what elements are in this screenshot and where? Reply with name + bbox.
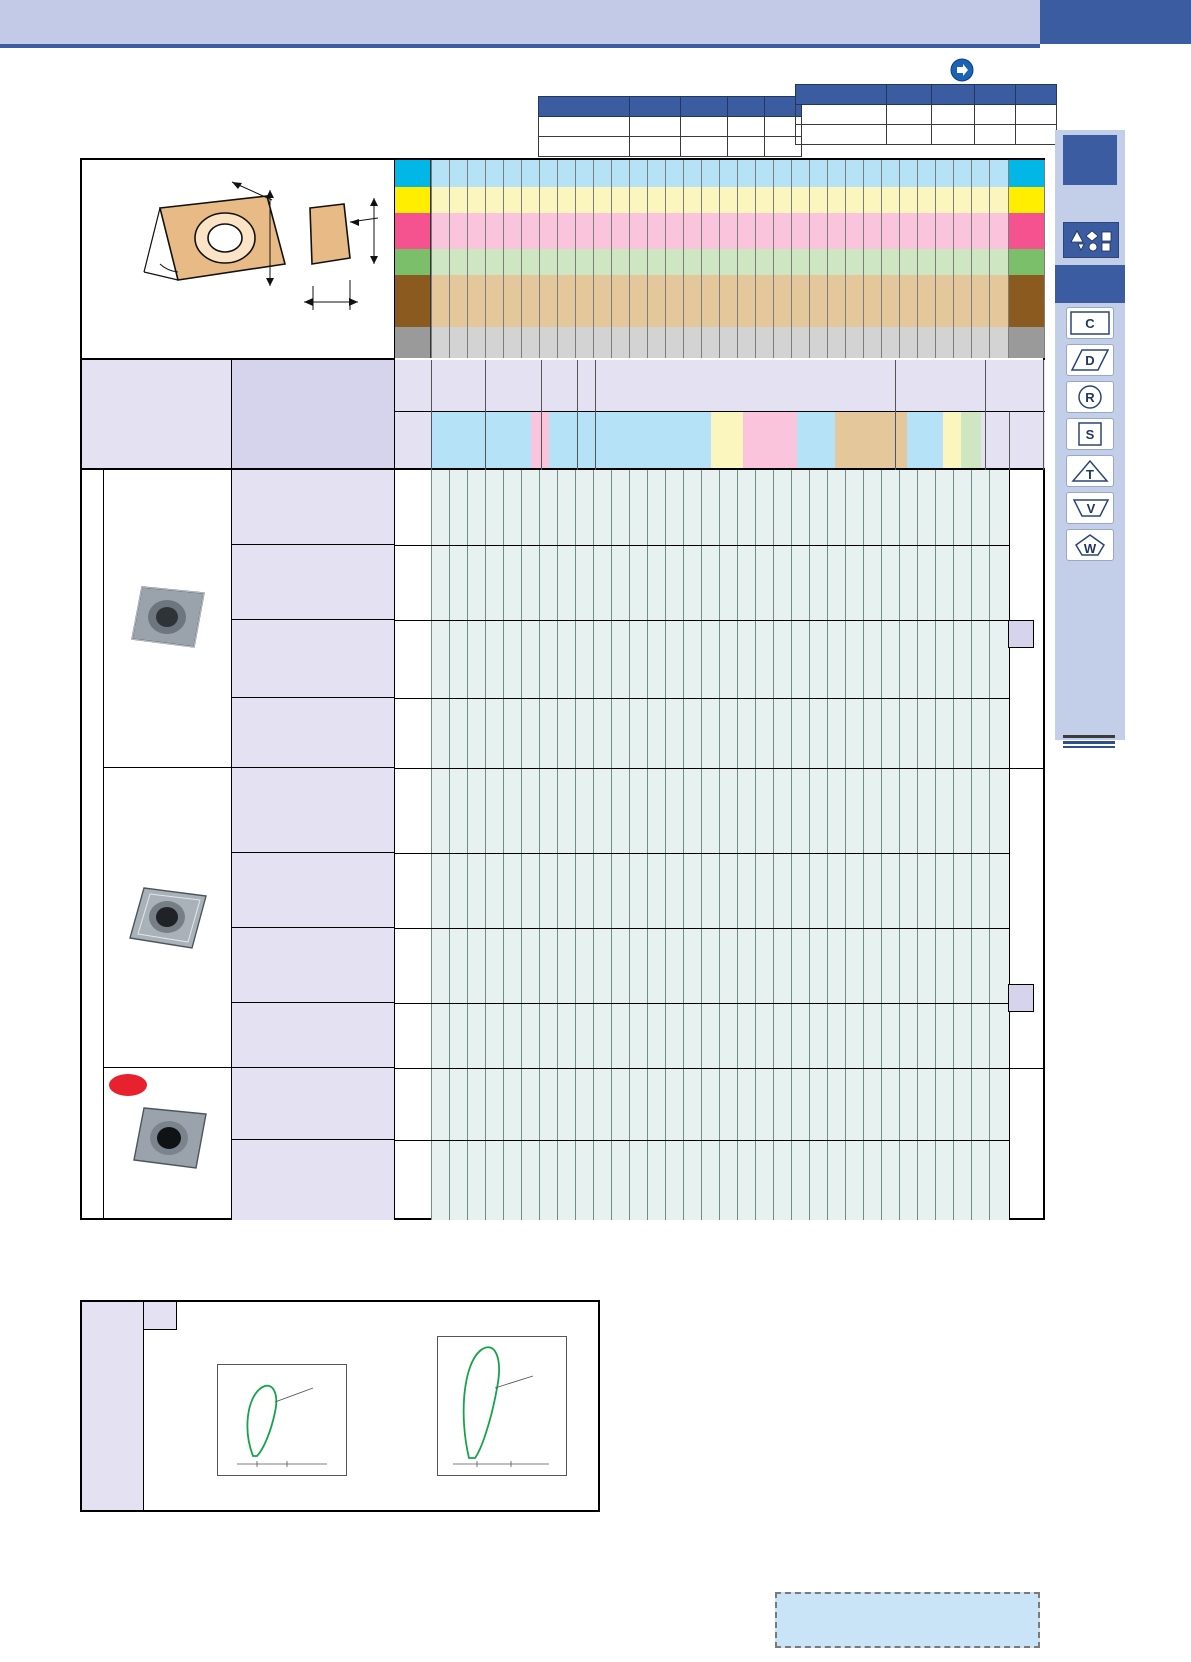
cell (728, 117, 765, 137)
group-1-row-3-label (232, 620, 395, 698)
group-1-icon-cell (104, 470, 232, 768)
band-cyan-tail (1009, 160, 1045, 187)
cell (539, 137, 630, 157)
shape-tab-c[interactable] (1066, 307, 1114, 339)
band-green-tail (1009, 249, 1045, 275)
new-badge (109, 1074, 147, 1096)
cell (539, 117, 630, 137)
shape-tab-w[interactable] (1066, 529, 1114, 561)
cell (681, 117, 728, 137)
shape-tab-v[interactable] (1066, 492, 1114, 524)
side-marker-2 (1008, 984, 1034, 1012)
group-2-row-2-label (232, 853, 395, 928)
bottom-figure-left-label (82, 1302, 144, 1510)
group-1-row-2-label (232, 545, 395, 620)
chip-control-chart-left (217, 1364, 347, 1481)
group-2-row-1-label (232, 768, 395, 853)
shape-tab-r[interactable] (1066, 381, 1114, 413)
svg-text:V: V (1086, 501, 1096, 516)
band-brown-tail (1009, 275, 1045, 327)
shape-navigation-icon[interactable] (1063, 222, 1119, 258)
svg-text:D: D (1085, 353, 1095, 368)
bottom-figure-panel (80, 1300, 600, 1512)
table-row (539, 137, 802, 157)
cell (932, 125, 975, 145)
cell (796, 85, 887, 105)
cell (539, 97, 630, 117)
page-rule-marks (1063, 735, 1115, 749)
band-green-head (395, 249, 431, 275)
subheader-left-cell (82, 360, 232, 470)
shape-tab-rail-subheader (1055, 265, 1125, 303)
forward-arrow-icon[interactable] (950, 58, 974, 87)
cell (681, 137, 728, 157)
product-specification-table (80, 158, 1045, 1220)
band-brown-head (395, 275, 431, 327)
cell (1016, 125, 1057, 145)
band-yellow-head (395, 187, 431, 213)
svg-text:T: T (1086, 467, 1094, 482)
table-row (796, 85, 1057, 105)
side-marker-1 (1008, 620, 1034, 648)
band-gray-head (395, 327, 431, 358)
footer-note (775, 1592, 1040, 1648)
band-pink-tail (1009, 213, 1045, 249)
cell (681, 97, 728, 117)
group-2-icon-cell (104, 768, 232, 1068)
body-data-grid (395, 470, 1045, 1220)
cell (975, 85, 1016, 105)
page-title (30, 8, 930, 38)
band-yellow-tail (1009, 187, 1045, 213)
bottom-figure-corner-label (144, 1302, 177, 1330)
cell (975, 125, 1016, 145)
band-cyan-head (395, 160, 431, 187)
header-table-right-grid (795, 84, 1057, 145)
shape-tab-t[interactable] (1066, 455, 1114, 487)
cell (932, 85, 975, 105)
group-3-row-2-label (232, 1140, 395, 1220)
table-row (796, 105, 1057, 125)
cell (887, 105, 932, 125)
insert-dimension-figure (82, 160, 395, 360)
cell (932, 105, 975, 125)
table-row (539, 117, 802, 137)
insert-diamond-80-chamfer-icon (120, 880, 216, 956)
cell (796, 105, 887, 125)
cell (1016, 105, 1057, 125)
band-gridlines (431, 160, 996, 358)
shape-tab-s[interactable] (1066, 418, 1114, 450)
group-3-row-1-label (232, 1068, 395, 1140)
page-banner-rule (0, 44, 1040, 48)
cell (630, 97, 681, 117)
band-gray-tail (1009, 327, 1045, 358)
body-left-rail (82, 470, 104, 1220)
header-table-left-grid (538, 96, 802, 157)
svg-text:W: W (1083, 541, 1097, 556)
svg-text:S: S (1085, 427, 1095, 442)
shape-tab-rail-header (1063, 135, 1117, 185)
cell (1016, 85, 1057, 105)
cell (630, 137, 681, 157)
cell (887, 125, 932, 145)
cell (796, 125, 887, 145)
cell (887, 85, 932, 105)
svg-text:R: R (1085, 390, 1095, 405)
table-row (796, 125, 1057, 145)
table-row (539, 97, 802, 117)
header-table-left (538, 96, 802, 157)
group-1-row-1-label (232, 470, 395, 545)
group-1-row-4-label (232, 698, 395, 768)
band-pink-head (395, 213, 431, 249)
subheader-gridlines (395, 360, 1045, 470)
cell (728, 97, 765, 117)
cell (630, 117, 681, 137)
header-table-right (795, 84, 1057, 145)
group-3-icon-cell (104, 1068, 232, 1220)
cell (728, 137, 765, 157)
svg-text:C: C (1085, 316, 1095, 331)
group-2-row-3-label (232, 928, 395, 1003)
chip-control-chart-right (437, 1336, 567, 1481)
shape-tab-d[interactable] (1066, 344, 1114, 376)
page-banner-accent (1040, 0, 1191, 44)
subheader-mid-cell (232, 360, 395, 470)
insert-diamond-80-icon (120, 581, 216, 657)
insert-diamond-80-new-icon (122, 1100, 218, 1176)
cell (975, 105, 1016, 125)
group-2-row-4-label (232, 1003, 395, 1068)
